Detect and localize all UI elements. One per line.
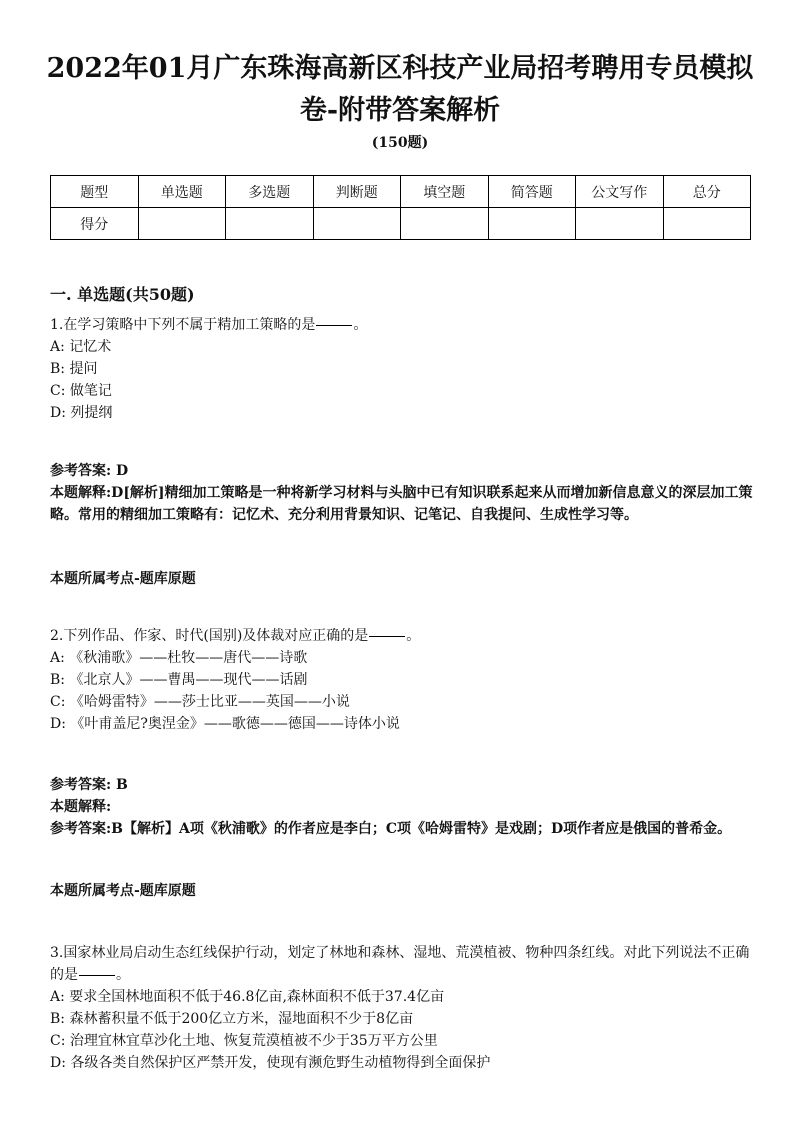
knowledge-point: 本题所属考点-题库原题	[50, 571, 196, 587]
score-cell	[138, 208, 226, 240]
score-table	[50, 175, 751, 240]
score-cell	[401, 208, 489, 240]
question-stem: 3.国家林业局启动生态红线保护行动，划定了林地和森林、湿地、荒漠植被、物种四条红线。对此下列说法不正确的是 。	[50, 945, 750, 983]
score-header-cell: 单选题	[138, 176, 226, 208]
question-2	[50, 625, 755, 735]
answer-block-1	[50, 460, 755, 526]
score-header-cell: 简答题	[488, 176, 576, 208]
score-table-score-row	[51, 208, 751, 240]
score-table-header-row	[51, 176, 751, 208]
option-d: D: 各级各类自然保护区严禁开发，使现有濒危野生动植物得到全面保护	[50, 1055, 491, 1071]
option-c: C: 做笔记	[50, 383, 112, 399]
knowledge-point: 本题所属考点-题库原题	[50, 883, 196, 899]
score-header-cell: 填空题	[401, 176, 489, 208]
option-d: D: 《叶甫盖尼?奥涅金》——歌德——德国——诗体小说	[50, 716, 400, 732]
question-stem: 2.下列作品、作家、时代(国别)及体裁对应正确的是 。	[50, 628, 421, 644]
score-header-cell: 判断题	[313, 176, 401, 208]
explanation: 本题解释:D[解析]精细加工策略是一种将新学习材料与头脑中已有知识联系起来从而增加新信息意义的深层加工策略。常用的精细加工策略有：记忆术、充分利用背景知识、记笔记、自我提问、生成性学习等。	[50, 485, 753, 523]
option-d: D: 列提纲	[50, 405, 113, 421]
score-cell	[663, 208, 751, 240]
option-a: A: 记忆术	[50, 339, 112, 355]
document-title: 2022年01月广东珠海高新区科技产业局招考聘用专员模拟卷-附带答案解析	[46, 53, 754, 126]
question-3	[50, 942, 755, 1074]
explanation-label: 本题解释:	[50, 799, 112, 815]
option-c: C: 治理宜林宜草沙化土地、恢复荒漠植被不少于35万平方公里	[50, 1033, 438, 1049]
score-cell	[313, 208, 401, 240]
explanation: 参考答案:B【解析】A项《秋浦歌》的作者应是李白；C项《哈姆雷特》是戏剧；D项作者应是俄国的普希金。	[50, 821, 732, 837]
score-cell	[488, 208, 576, 240]
score-header-cell: 多选题	[226, 176, 314, 208]
score-row-label: 得分	[51, 208, 139, 240]
section-heading: 一. 单选题(共50题)	[50, 285, 195, 304]
question-count: (150题)	[371, 135, 429, 151]
score-header-cell: 公文写作	[576, 176, 664, 208]
question-1	[50, 314, 755, 424]
option-a: A: 要求全国林地面积不低于46.8亿亩,森林面积不低于37.4亿亩	[50, 989, 445, 1005]
question-stem: 1.在学习策略中下列不属于精加工策略的是 。	[50, 317, 368, 333]
answer-key: 参考答案: B	[50, 777, 128, 793]
score-cell	[576, 208, 664, 240]
answer-blank	[316, 325, 352, 326]
answer-blank	[79, 975, 115, 976]
score-header-cell: 题型	[51, 176, 139, 208]
option-b: B: 提问	[50, 361, 98, 377]
option-b: B: 《北京人》——曹禺——现代——话剧	[50, 672, 308, 688]
option-a: A: 《秋浦歌》——杜牧——唐代——诗歌	[50, 650, 308, 666]
score-header-cell: 总分	[663, 176, 751, 208]
score-cell	[226, 208, 314, 240]
answer-block-2	[50, 774, 755, 840]
answer-key: 参考答案: D	[50, 463, 129, 479]
answer-blank	[369, 636, 405, 637]
option-b: B: 森林蓄积量不低于200亿立方米，湿地面积不少于8亿亩	[50, 1011, 414, 1027]
option-c: C: 《哈姆雷特》——莎士比亚——英国——小说	[50, 694, 350, 710]
